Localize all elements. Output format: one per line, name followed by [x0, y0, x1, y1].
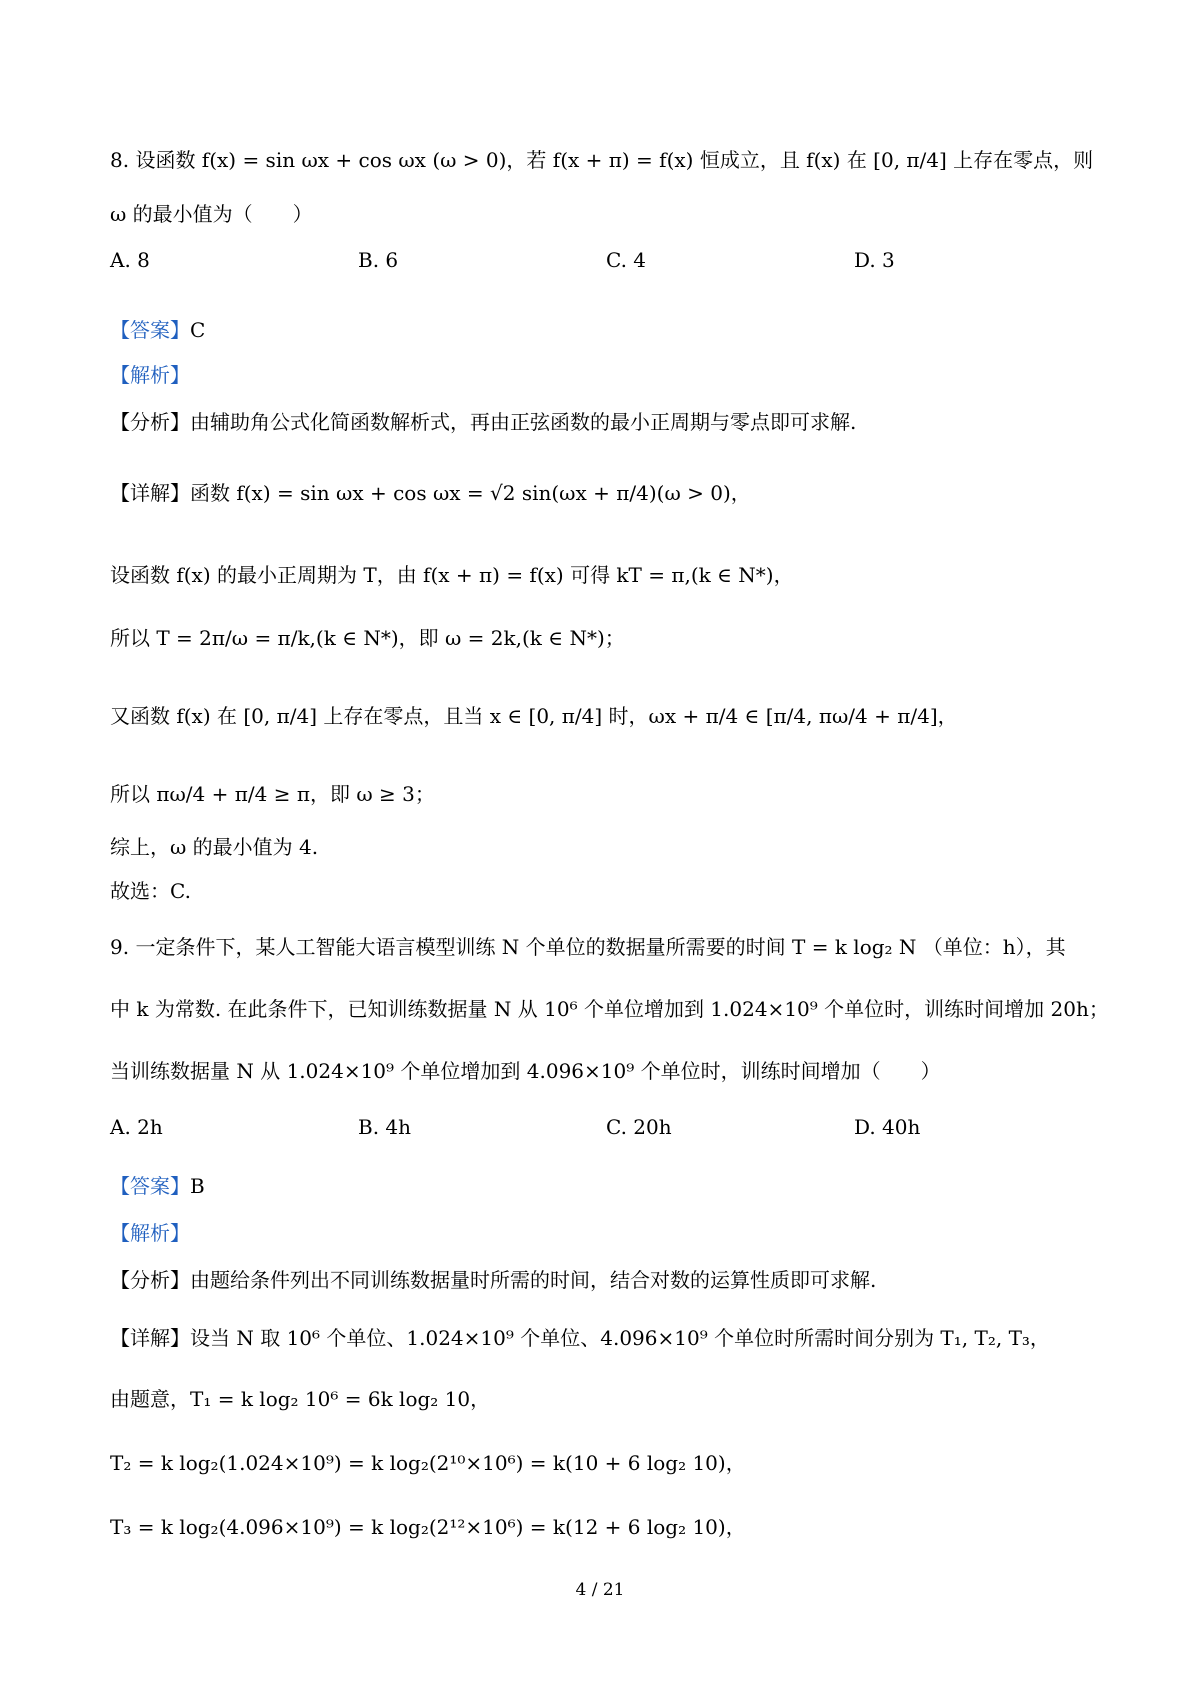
q9-fenxi-tag: 【分析】 — [110, 1268, 190, 1292]
q8-stem-line-2: ω 的最小值为（ ） — [110, 202, 313, 226]
q8-answer-value: C — [190, 318, 206, 342]
q8-option-b: B. 6 — [358, 248, 399, 272]
q8-detail-line-7: 故选：C. — [110, 879, 191, 903]
q9-option-c: C. 20h — [606, 1115, 672, 1139]
q8-analysis-line — [110, 361, 190, 389]
q9-detail-line-4: T₃ = k log₂(4.096×10⁹) = k log₂(2¹²×10⁶) = k(12 + 6 log₂ 10)， — [110, 1515, 746, 1539]
q8-fenxi-line — [110, 408, 856, 436]
q9-detail-text-1: 设当 N 取 10⁶ 个单位、1.024×10⁹ 个单位、4.096×10⁹ 个单位时所需时间分别为 T₁, T₂, T₃， — [190, 1326, 1050, 1350]
q8-detail-line-4: 又函数 f(x) 在 [0, π/4] 上存在零点，且当 x ∈ [0, π/4] 时，ωx + π/4 ∈ [π/4, πω/4 + π/4]， — [110, 704, 958, 728]
q8-detail-line-3: 所以 T = 2π/ω = π/k,(k ∈ N*)，即 ω = 2k,(k ∈ N*)； — [110, 626, 625, 650]
q9-option-b: B. 4h — [358, 1115, 412, 1139]
page-number: 4 / 21 — [575, 1580, 625, 1600]
q8-fenxi-tag: 【分析】 — [110, 410, 190, 434]
q8-answer-line — [110, 316, 205, 344]
q8-fenxi-text: 由辅助角公式化简函数解析式，再由正弦函数的最小正周期与零点即可求解. — [190, 410, 857, 434]
q8-option-d: D. 3 — [854, 248, 895, 272]
q9-fenxi-line — [110, 1266, 876, 1294]
q9-detail-tag: 【详解】 — [110, 1326, 190, 1350]
q9-detail-line-1 — [110, 1324, 1050, 1352]
q9-answer-line — [110, 1172, 205, 1200]
q9-detail-line-2: 由题意，T₁ = k log₂ 10⁶ = 6k log₂ 10， — [110, 1387, 491, 1411]
q9-detail-line-3: T₂ = k log₂(1.024×10⁹) = k log₂(2¹⁰×10⁶) = k(10 + 6 log₂ 10)， — [110, 1451, 746, 1475]
q9-fenxi-text: 由题给条件列出不同训练数据量时所需的时间，结合对数的运算性质即可求解. — [190, 1268, 877, 1292]
q8-analysis-tag: 【解析】 — [110, 363, 190, 387]
q9-answer-tag: 【答案】 — [110, 1174, 190, 1198]
q8-detail-line-6: 综上，ω 的最小值为 4. — [110, 835, 319, 859]
q9-option-d: D. 40h — [854, 1115, 921, 1139]
q8-detail-line-5: 所以 πω/4 + π/4 ≥ π，即 ω ≥ 3； — [110, 782, 435, 806]
q9-stem-line-3: 当训练数据量 N 从 1.024×10⁹ 个单位增加到 4.096×10⁹ 个单位时，训练时间增加（ ） — [110, 1059, 941, 1083]
q8-detail-tag: 【详解】 — [110, 481, 190, 505]
q8-detail-line-1 — [110, 479, 751, 507]
q9-analysis-tag: 【解析】 — [110, 1221, 190, 1245]
q9-answer-value: B — [190, 1174, 205, 1198]
q9-stem-line-1: 9. 一定条件下，某人工智能大语言模型训练 N 个单位的数据量所需要的时间 T = k log₂ N （单位：h），其 — [110, 935, 1066, 959]
q8-option-a: A. 8 — [110, 248, 150, 272]
q9-analysis-line — [110, 1219, 190, 1247]
q8-option-c: C. 4 — [606, 248, 647, 272]
q8-stem-line-1: 8. 设函数 f(x) = sin ωx + cos ωx (ω > 0)，若 f(x + π) = f(x) 恒成立，且 f(x) 在 [0, π/4] 上存在零点，则 — [110, 148, 1094, 172]
q9-stem-line-2: 中 k 为常数. 在此条件下，已知训练数据量 N 从 10⁶ 个单位增加到 1.024×10⁹ 个单位时，训练时间增加 20h； — [110, 997, 1109, 1021]
q8-detail-text-1: 函数 f(x) = sin ωx + cos ωx = √2 sin(ωx + π/4)(ω > 0)， — [190, 481, 751, 505]
q8-detail-line-2: 设函数 f(x) 的最小正周期为 T，由 f(x + π) = f(x) 可得 kT = π,(k ∈ N*)， — [110, 563, 794, 587]
q9-option-a: A. 2h — [110, 1115, 163, 1139]
q8-answer-tag: 【答案】 — [110, 318, 190, 342]
